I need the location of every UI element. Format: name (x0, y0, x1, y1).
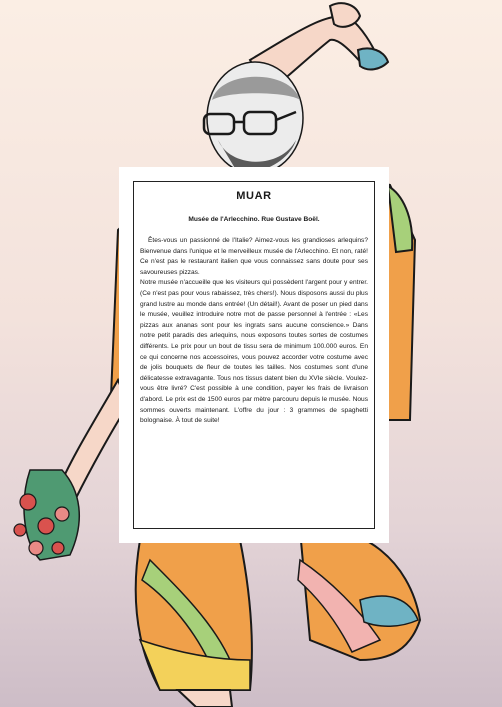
wrist-cuff (358, 49, 388, 70)
flower-bouquet-icon (14, 470, 79, 560)
article-paragraph-main: Notre musée n'accueille que les visiteurs qui possèdent l'argent pour y entrer. (Ce n'est pas pour vous rabaissez, très chers!). Nous disposons aussi du plus grand lustre au monde dans entrée! (Un détail!). Avant de poser un pied dans le musée, veuillez introduire notre mot de passe personnel à l'entrée : «Les pizzas aux ananas sont pour les ingrats sans aucune conscience.» Dans notre petit paradis des arlequins, nous exposons toutes sortes de costumes différents. Le prix pour un bout de tissu sera de minimum 100.000 euros. En ce qui concerne nos accessoires, vous pouvez accorder votre costume avec de jolis bouquets de fleur de toutes les tailles. Nos costumes sont d'une délicatesse extravagante. Tous nos tissus datent bien du XVIe siècle. Voulez-vous être livré? C'est possible à une condition, payer les frais de livraison d'abord. Le prix est de 1500 euros par mètre parcouru depuis le musée. Nous sommes ouverts maintenant. L'offre du jour : 3 grammes de spaghetti bolognaise. À tout de suite! (140, 279, 368, 425)
fist (330, 3, 360, 27)
article-body (140, 236, 368, 427)
article-title: MUAR (236, 190, 272, 202)
leg (178, 690, 232, 707)
article-card (119, 167, 389, 543)
article-subtitle: Musée de l'Arlecchino. Rue Gustave Boël. (188, 216, 320, 223)
article-paragraph-intro: Êtes-vous un passionné de l'Italie? Aimez-vous les grandioses arlequins? Bienvenue dans l'unique et le merveilleux musée de l'Arlecchino. Et non, raté! Ce n'est pas le restaurant italien que vous connaissez sans doute pour ses savoureuses pizzas. (140, 237, 368, 276)
article-frame (133, 181, 375, 529)
